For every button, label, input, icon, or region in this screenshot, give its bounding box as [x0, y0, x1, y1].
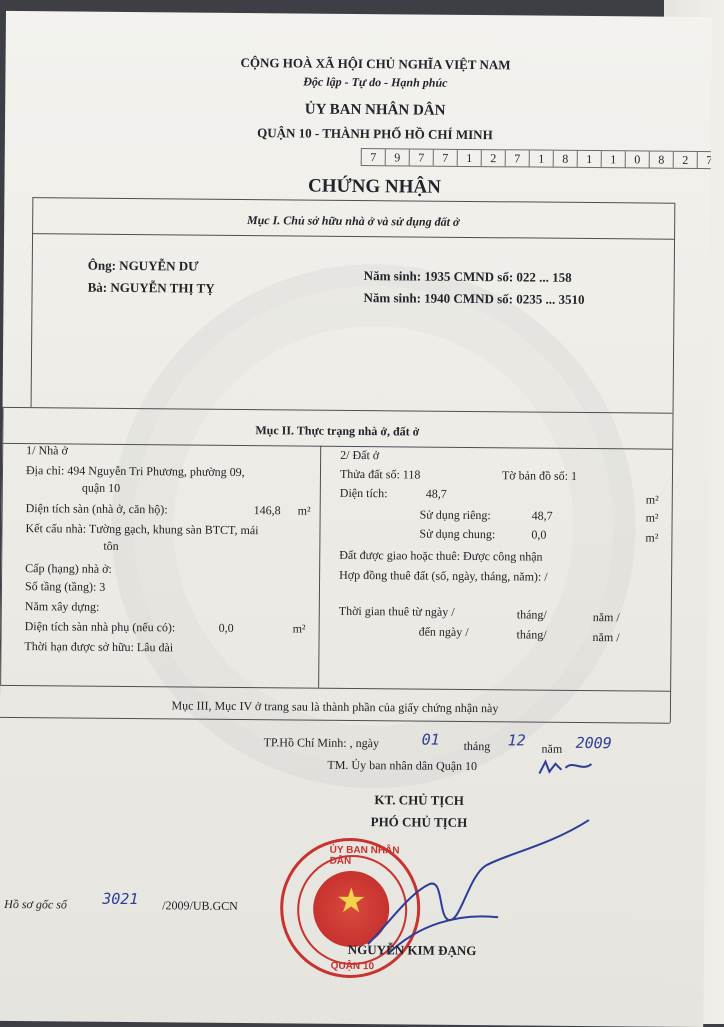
lease-contract: Hợp đồng thuê đất (số, ngày, tháng, năm): / [339, 567, 548, 584]
private-use-value: 48,7 [531, 508, 553, 523]
floor-area-label: Diện tích sàn (nhà ở, căn hộ): [25, 501, 168, 517]
aux-area-unit: m² [292, 621, 306, 636]
house-heading: 1/ Nhà ở [26, 443, 68, 458]
owner2-name: Bà: NGUYỄN THỊ TỴ [87, 279, 215, 296]
ownership-term: Thời hạn được sở hữu: Lâu dài [24, 639, 174, 655]
file-number: 3021 [102, 889, 139, 909]
owner1-info: Năm sinh: 1935 CMND số: 022 ... 158 [363, 268, 572, 285]
on-behalf: TM. Ủy ban nhân dân Quận 10 [327, 757, 478, 774]
lease-to: đến ngày / [418, 624, 469, 639]
map-sheet-number: Tờ bản đồ số: 1 [501, 468, 578, 483]
land-area-label: Diện tích: [339, 485, 388, 501]
house-structure-roof: tôn [103, 538, 119, 553]
house-grade: Cấp (hạng) nhà ở: [25, 561, 112, 576]
lease-from: Thời gian thuê từ ngày / [338, 603, 455, 619]
signing-day: 01 [421, 730, 440, 749]
signing-month: 12 [507, 731, 526, 750]
signer-title-1: KT. CHỦ TỊCH [374, 792, 464, 808]
floor-area-value: 146,8 [253, 503, 281, 518]
committee-title: ỦY BAN NHÂN DÂN [304, 101, 446, 119]
section2-title: Mục II. Thực trạng nhà ở, đất ở [255, 423, 420, 439]
aux-area-label: Diện tích sàn nhà phụ (nếu có): [24, 619, 176, 635]
year-built: Năm xây dựng: [24, 599, 100, 614]
motto: Độc lập - Tự do - Hạnh phúc [303, 74, 448, 90]
file-number-label: Hồ sơ gốc số [4, 896, 68, 912]
private-use-label: Sử dụng riêng: [419, 507, 491, 523]
land-heading: 2/ Đất ở [340, 447, 380, 463]
place-date: TP.Hồ Chí Minh: , ngày [263, 735, 380, 751]
house-address-district: quận 10 [81, 480, 121, 495]
file-number-suffix: /2009/UB.GCN [162, 898, 238, 913]
section1-title: Mục I. Chủ sở hữu nhà ở và sử dụng đất ở [246, 213, 460, 229]
house-address: Địa chỉ: 494 Nguyễn Tri Phương, phường 09, [25, 463, 245, 480]
initials-mark [535, 756, 595, 779]
private-use-unit: m² [645, 510, 659, 525]
signing-year: 2009 [575, 733, 612, 753]
shared-use-value: 0,0 [531, 527, 547, 542]
land-allocation: Đất được giao hoặc thuê: Được công nhận [339, 547, 543, 564]
aux-area-value: 0,0 [218, 620, 234, 635]
certificate-paper [0, 11, 712, 1027]
signer-title-2: PHÓ CHỦ TỊCH [370, 814, 468, 830]
serial-number: 7 9 7 7 1 2 7 1 8 1 1 0 8 2 7 [361, 148, 712, 169]
house-structure: Kết cấu nhà: Tường gạch, khung sàn BTCT, mái [25, 521, 259, 538]
lease-to-year: năm / [592, 630, 620, 645]
floor-area-unit: m² [297, 503, 311, 518]
parcel-number: Thửa đất số: 118 [339, 466, 421, 482]
lease-from-month: tháng/ [516, 607, 547, 622]
land-area-value: 48,7 [425, 486, 447, 501]
shared-use-unit: m² [645, 530, 659, 545]
country-title: CỘNG HOÀ XÃ HỘI CHỦ NGHĨA VIỆT NAM [240, 54, 511, 73]
signer-name: NGUYỄN KIM ĐẠNG [347, 941, 477, 959]
house-floors: Số tầng (tầng): 3 [24, 579, 106, 594]
lease-from-year: năm / [592, 610, 620, 625]
month-label: tháng [463, 738, 491, 754]
lease-to-month: tháng/ [516, 627, 547, 642]
land-area-unit: m² [645, 492, 659, 507]
shared-use-label: Sử dụng chung: [419, 526, 496, 542]
owner1-name: Ông: NGUYỄN DƯ [87, 257, 199, 274]
official-red-stamp: ★ ỦY BAN NHÂN DÂN QUẬN 10 [280, 837, 421, 978]
district-title: QUẬN 10 - THÀNH PHỐ HỒ CHÍ MINH [257, 125, 493, 143]
year-label: năm [541, 741, 563, 756]
document-title: CHỨNG NHẬN [307, 175, 441, 198]
owner2-info: Năm sinh: 1940 CMND số: 0235 ... 3510 [363, 290, 585, 307]
footer-note: Mục III, Mục IV ở trang sau là thành phần của giấy chứng nhận này [171, 698, 499, 716]
